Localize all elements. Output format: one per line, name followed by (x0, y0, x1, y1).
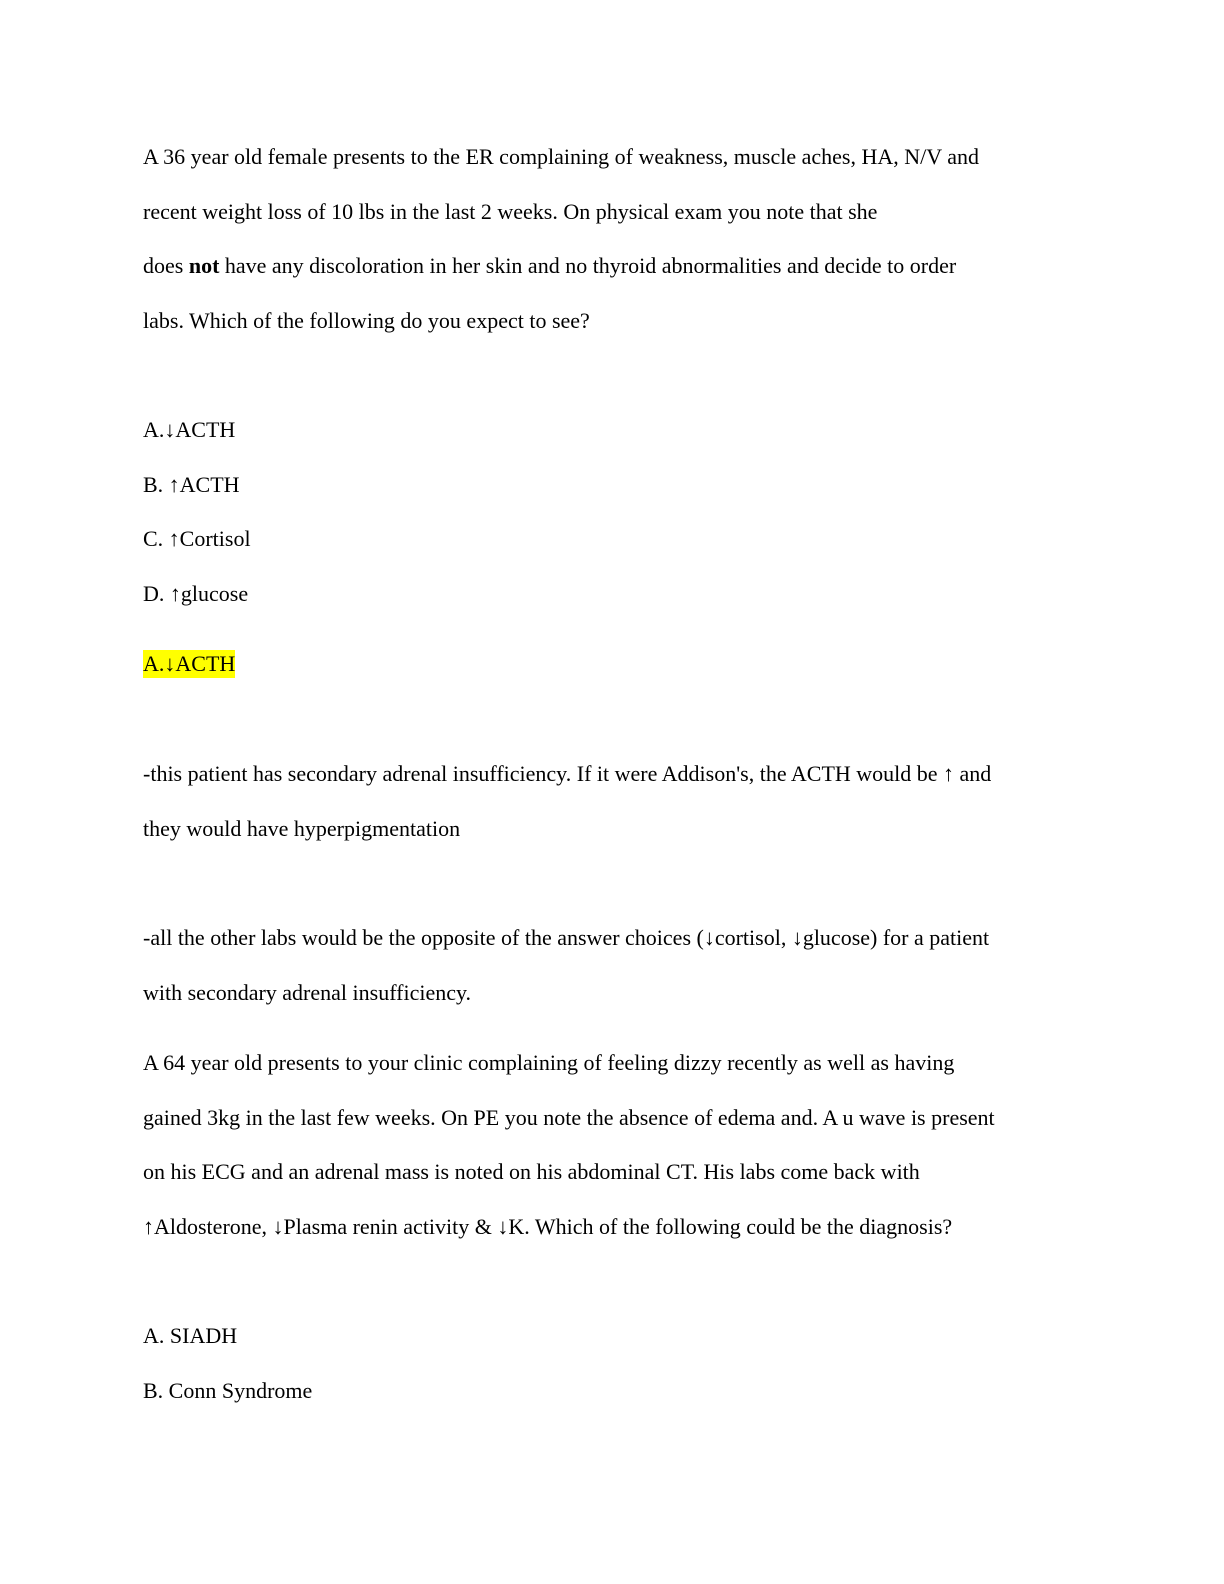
q1-stem-line-3-start: does (143, 253, 189, 278)
q2-choice-b: B. Conn Syndrome (143, 1378, 313, 1403)
q1-explanation-1-line-1: -this patient has secondary adrenal insufficiency. If it were Addison's, the ACTH would be ↑ and (143, 761, 992, 786)
q2-stem-line-3: on his ECG and an adrenal mass is noted on his abdominal CT. His labs come back with (143, 1159, 920, 1184)
q1-choice-a: A.↓ACTH (143, 417, 236, 442)
q1-stem-line-3-end: have any discoloration in her skin and no thyroid abnormalities and decide to order (219, 253, 957, 278)
q1-stem-line-3 (143, 255, 956, 277)
q2-stem-line-2: gained 3kg in the last few weeks. On PE you note the absence of edema and. A u wave is present (143, 1105, 995, 1130)
q1-answer-highlight: A.↓ACTH (143, 651, 236, 676)
q1-explanation-1-line-2: they would have hyperpigmentation (143, 816, 461, 841)
q1-explanation-2-line-2: with secondary adrenal insufficiency. (143, 980, 472, 1005)
q1-answer (143, 653, 235, 675)
q1-stem-line-4: labs. Which of the following do you expect to see? (143, 308, 590, 333)
q2-choice-a: A. SIADH (143, 1323, 238, 1348)
q1-stem-line-2: recent weight loss of 10 lbs in the last 2 weeks. On physical exam you note that she (143, 199, 878, 224)
q2-stem-line-4: ↑Aldosterone, ↓Plasma renin activity & ↓K. Which of the following could be the diagnosis? (143, 1214, 953, 1239)
q1-choice-c: C. ↑Cortisol (143, 526, 251, 551)
q1-choice-b: B. ↑ACTH (143, 472, 240, 497)
q1-explanation-2-line-1: -all the other labs would be the opposite of the answer choices (↓cortisol, ↓glucose) for a patient (143, 925, 990, 950)
q2-stem-line-1: A 64 year old presents to your clinic complaining of feeling dizzy recently as well as having (143, 1050, 955, 1075)
q1-emphasis-not: not (188, 253, 220, 278)
q1-choice-d: D. ↑glucose (143, 581, 249, 606)
q1-stem-line-1: A 36 year old female presents to the ER complaining of weakness, muscle aches, HA, N/V and (143, 144, 979, 169)
